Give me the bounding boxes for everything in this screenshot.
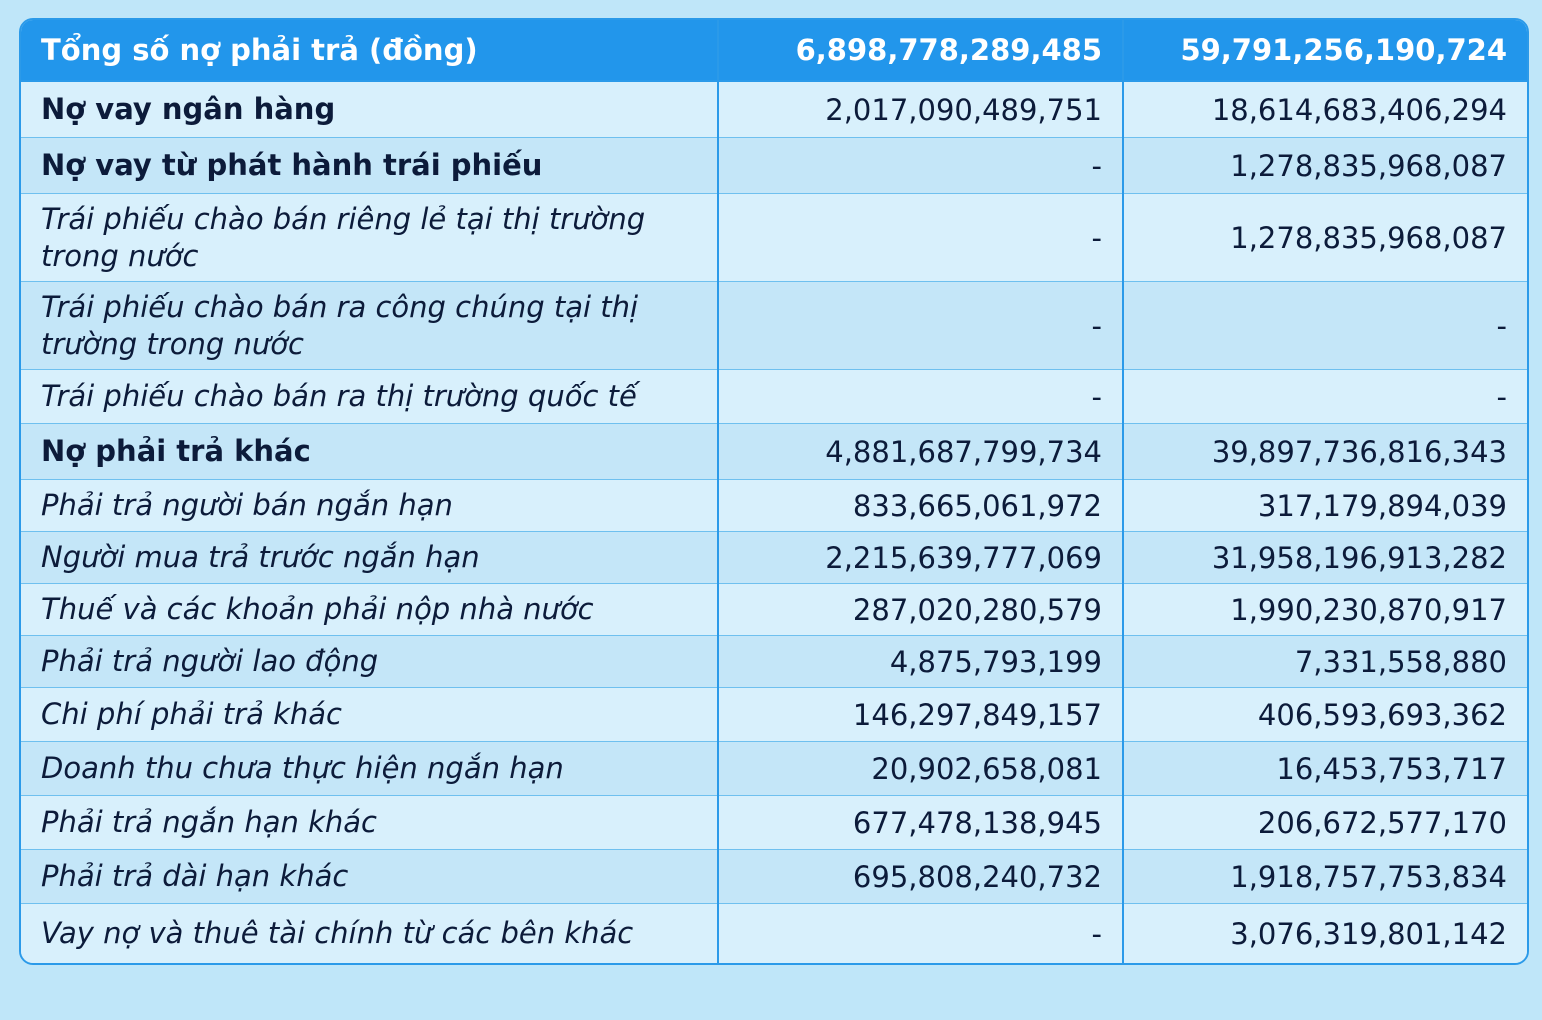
table-row-short-term-advances-from-buyers [21,532,1527,584]
row-value-col2: - [1123,282,1527,370]
row-value-col2: 1,278,835,968,087 [1123,194,1527,282]
header-label: Tổng số nợ phải trả (đồng) [21,20,718,81]
row-value-col1: - [718,194,1123,282]
row-value-col2: 39,897,736,816,343 [1123,424,1527,480]
row-label: Thuế và các khoản phải nộp nhà nước [21,584,718,636]
row-label: Phải trả người lao động [21,636,718,688]
row-label: Trái phiếu chào bán riêng lẻ tại thị trường trong nước [21,194,718,282]
row-value-col1: - [718,282,1123,370]
row-value-col1: 20,902,658,081 [718,742,1123,796]
row-value-col2: 1,990,230,870,917 [1123,584,1527,636]
row-label: Phải trả dài hạn khác [21,850,718,904]
row-value-col2: 18,614,683,406,294 [1123,81,1527,138]
table-row-bond-loans [21,138,1527,194]
table-row-private-domestic-bonds [21,194,1527,282]
row-label: Doanh thu chưa thực hiện ngắn hạn [21,742,718,796]
row-value-col2: 3,076,319,801,142 [1123,904,1527,964]
row-value-col2: 1,278,835,968,087 [1123,138,1527,194]
table-row-bank-loans [21,81,1527,138]
row-value-col1: - [718,138,1123,194]
table-row-other-liabilities [21,424,1527,480]
row-value-col2: 31,958,196,913,282 [1123,532,1527,584]
row-label: Nợ phải trả khác [21,424,718,480]
row-value-col1: 287,020,280,579 [718,584,1123,636]
row-label: Chi phí phải trả khác [21,688,718,742]
table-header-row [21,20,1527,81]
table-row-international-bonds [21,370,1527,424]
row-value-col2: 206,672,577,170 [1123,796,1527,850]
table-row-loans-finance-leases-other-parties [21,904,1527,964]
table-row-short-term-payables-to-sellers [21,480,1527,532]
row-value-col1: 695,808,240,732 [718,850,1123,904]
row-label: Nợ vay từ phát hành trái phiếu [21,138,718,194]
table-row-other-accrued-expenses [21,688,1527,742]
table-row-short-term-unearned-revenue [21,742,1527,796]
row-value-col1: 833,665,061,972 [718,480,1123,532]
row-value-col2: 406,593,693,362 [1123,688,1527,742]
table-row-other-short-term-payables [21,796,1527,850]
table-row-taxes-payable [21,584,1527,636]
row-label: Phải trả người bán ngắn hạn [21,480,718,532]
row-value-col1: 4,881,687,799,734 [718,424,1123,480]
row-value-col2: 1,918,757,753,834 [1123,850,1527,904]
row-value-col1: 146,297,849,157 [718,688,1123,742]
header-value-col1: 6,898,778,289,485 [718,20,1123,81]
row-label: Phải trả ngắn hạn khác [21,796,718,850]
row-value-col1: - [718,904,1123,964]
row-label: Nợ vay ngân hàng [21,81,718,138]
row-label: Trái phiếu chào bán ra thị trường quốc tế [21,370,718,424]
row-value-col1: 2,017,090,489,751 [718,81,1123,138]
table-row-payables-to-employees [21,636,1527,688]
table-row-other-long-term-payables [21,850,1527,904]
row-value-col2: - [1123,370,1527,424]
row-value-col1: 677,478,138,945 [718,796,1123,850]
row-value-col2: 7,331,558,880 [1123,636,1527,688]
table-row-public-domestic-bonds [21,282,1527,370]
row-value-col1: 2,215,639,777,069 [718,532,1123,584]
liabilities-table-container [19,18,1529,965]
header-value-col2: 59,791,256,190,724 [1123,20,1527,81]
row-value-col1: 4,875,793,199 [718,636,1123,688]
row-value-col2: 16,453,753,717 [1123,742,1527,796]
row-label: Vay nợ và thuê tài chính từ các bên khác [21,904,718,964]
row-value-col2: 317,179,894,039 [1123,480,1527,532]
row-value-col1: - [718,370,1123,424]
row-label: Trái phiếu chào bán ra công chúng tại thị trường trong nước [21,282,718,370]
liabilities-table [21,20,1527,963]
row-label: Người mua trả trước ngắn hạn [21,532,718,584]
